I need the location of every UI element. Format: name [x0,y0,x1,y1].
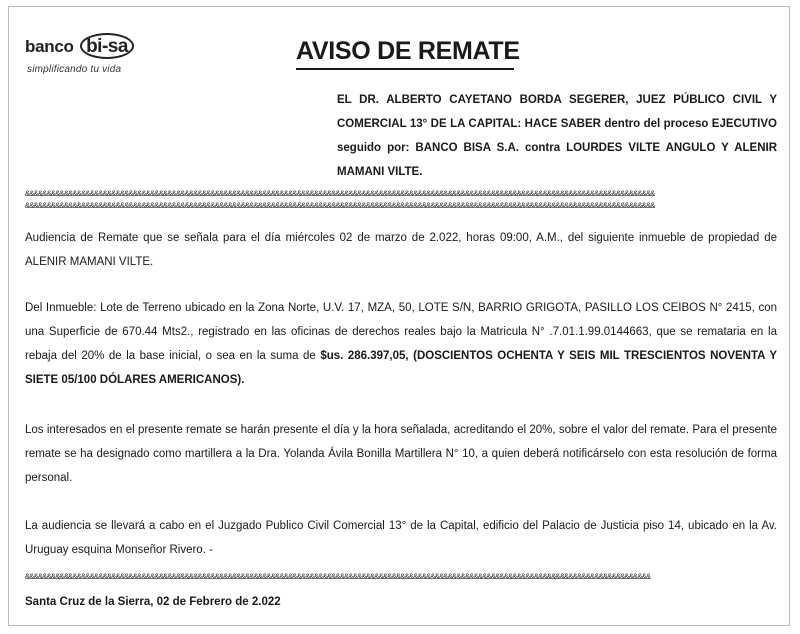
logo-oval [80,33,134,59]
paragraph-interesados [25,418,777,490]
inmueble-text: Del Inmueble: Lote de Terreno ubicado en la Zona Norte, U.V. 17, MZA, 50, LOTE S/N, BARRIO GRIGOTA, PASILLO LOS CEIBOS N° 2415, con una Superficie de 670.44 Mts2., registrado en las oficinas de derechos reales bajo la Matricula N° .7.01.1.99.0144663, que se remataria en la rebaja del 20% de la base inicial, o sea en la suma de [25,302,777,362]
logo-word: banco [25,37,74,56]
page-title: AVISO DE REMATE [296,37,520,65]
title-underline [296,68,514,70]
logo-mark [25,32,137,62]
paragraph-lugar: La audiencia se llevará a cabo en el Juzgado Publico Civil Comercial 13° de la Capital, edificio del Palacio de Justicia piso 14, ubicado en la Av. Uruguay esquina Monseñor Rivero. - [25,520,777,556]
separator-bottom: &&&&&&&&&&&&&&&&&&&&&&&&&&&&&&&&&&&&&&&&&&&&&&&&&&&&&&&&&&&&&&&&&&&&&&&&&&&&&&&&&&&&&&&&&&&&&&&&&&&&&&&&&&&&&&&&&&&&&&&&&&&&&&&&&&&&&&&&&&&&&&&&& [25,573,651,582]
paragraph-inmueble [25,296,777,392]
paragraph-audiencia: Audiencia de Remate que se señala para el día miércoles 02 de marzo de 2.022, horas 09:00, A.M., del siguiente inmueble de propiedad de ALENIR MAMANI VILTE. [25,232,777,268]
interesados-line-2: Para el presente remate se ha designado como martillera a la Dra. Yolanda Ávila Bonilla Martillera N° 10, a quien deberá notificárselo con esta resolución de forma personal. [25,424,777,484]
banco-bisa-logo [25,32,137,78]
inmueble-amount: $us. 286.397,05, (DOSCIENTOS OCHENTA Y SEIS MIL TRESCIENTOS NOVENTA Y SIETE 05/100 DÓLARES AMERICANOS). [25,350,778,386]
interesados-line-1: Los interesados en el presente remate se harán presente el día y la hora señalada, acreditando el 20%, sobre el valor del remate. [25,424,690,436]
logo-bisa-text: bi-sa [86,36,128,57]
logo-tagline: simplificando tu vida [27,64,122,75]
footer-date: Santa Cruz de la Sierra, 02 de Febrero de 2.022 [25,596,281,608]
separator-top-1: &&&&&&&&&&&&&&&&&&&&&&&&&&&&&&&&&&&&&&&&&&&&&&&&&&&&&&&&&&&&&&&&&&&&&&&&&&&&&&&&&&&&&&&&&&&&&&&&&&&&&&&&&&&&&&&&&&&&&&&&&&&&&&&&&&&&&&&&&&&&&&&&&& [25,190,655,199]
court-header: EL DR. ALBERTO CAYETANO BORDA SEGERER, JUEZ PÚBLICO CIVIL Y COMERCIAL 13° DE LA CAPITAL: HACE SABER dentro del proceso EJECUTIVO seguido por: BANCO BISA S.A. contra LOURDES VILTE ANGULO Y ALENIR MAMANI VILTE. [337,94,777,178]
separator-top-2: &&&&&&&&&&&&&&&&&&&&&&&&&&&&&&&&&&&&&&&&&&&&&&&&&&&&&&&&&&&&&&&&&&&&&&&&&&&&&&&&&&&&&&&&&&&&&&&&&&&&&&&&&&&&&&&&&&&&&&&&&&&&&&&&&&&&&&&&&&&&&&&&&& [25,202,655,211]
